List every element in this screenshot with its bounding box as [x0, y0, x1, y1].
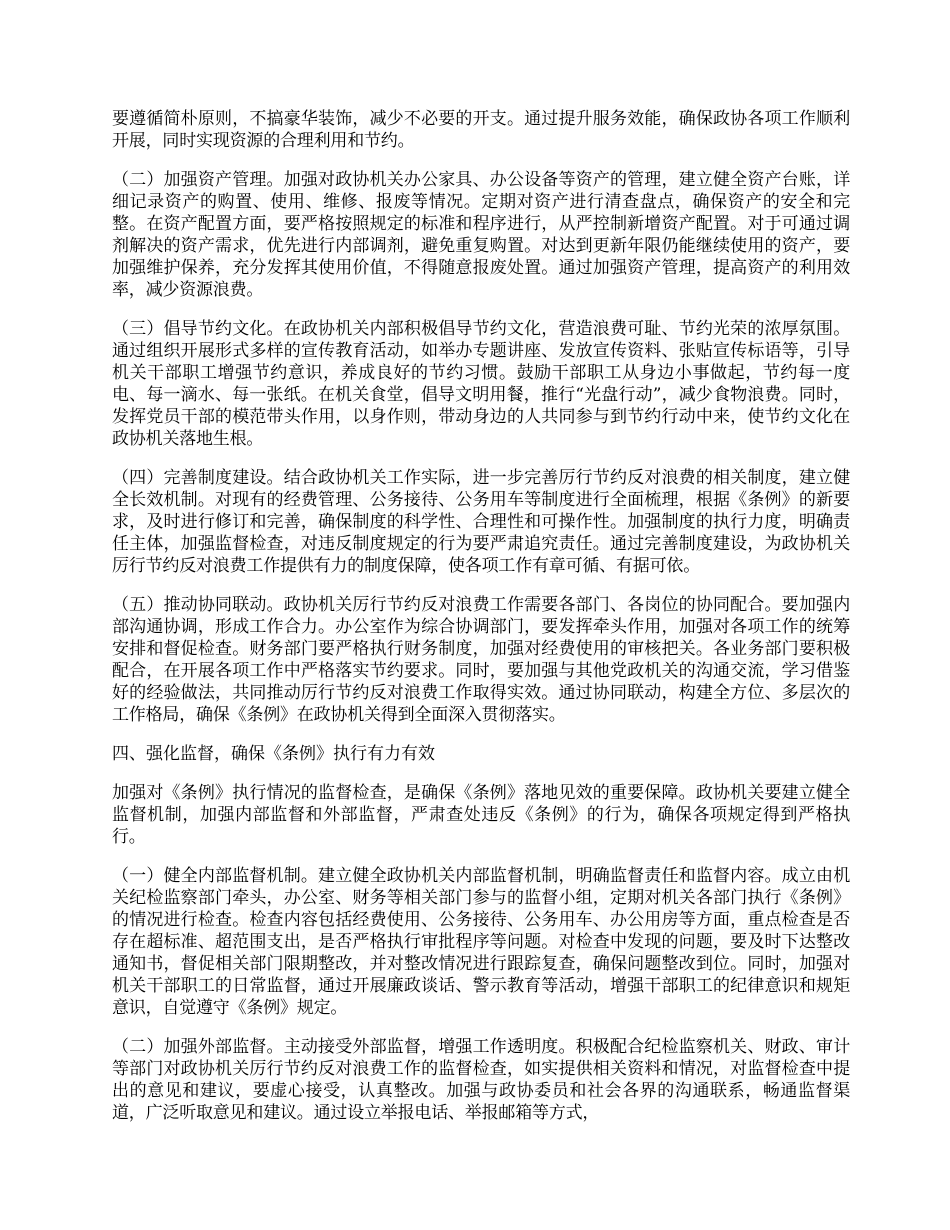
- paragraph-supervision-intro: 加强对《条例》执行情况的监督检查，是确保《条例》落地见效的重要保障。政协机关要建立健全监督机制，加强内部监督和外部监督，严肃查处违反《条例》的行为，确保各项规定得到严格执行。: [112, 783, 850, 847]
- document-page: [112, 108, 850, 1141]
- section-heading-supervision: 四、强化监督，确保《条例》执行有力有效: [112, 744, 435, 764]
- paragraph-frugal-culture: （三）倡导节约文化。在政协机关内部积极倡导节约文化，营造浪费可耻、节约光荣的浓厚氛围。通过组织开展形式多样的宣传教育活动，如举办专题讲座、发放宣传资料、张贴宣传标语等，引导机关干部职工增强节约意识，养成良好的节约习惯。鼓励干部职工从身边小事做起，节约每一度电、每一滴水、每一张纸。在机关食堂，倡导文明用餐，推行“光盘行动”，减少食物浪费。同时，发挥党员干部的模范带头作用，以身作则，带动身边的人共同参与到节约行动中来，使节约文化在政协机关落地生根。: [112, 319, 850, 449]
- paragraph-asset-management: （二）加强资产管理。加强对政协机关办公家具、办公设备等资产的管理，建立健全资产台账，详细记录资产的购置、使用、维修、报废等情况。定期对资产进行清查盘点，确保资产的安全和完整。在资产配置方面，要严格按照规定的标准和程序进行，从严控制新增资产配置。对于可通过调剂解决的资产需求，优先进行内部调剂，避免重复购置。对达到更新年限仍能继续使用的资产，要加强维护保养，充分发挥其使用价值，不得随意报废处置。通过加强资产管理，提高资产的利用效率，减少资源浪费。: [112, 170, 850, 300]
- paragraph-system-building: （四）完善制度建设。结合政协机关工作实际，进一步完善厉行节约反对浪费的相关制度，建立健全长效机制。对现有的经费管理、公务接待、公务用车等制度进行全面梳理，根据《条例》的新要求，及时进行修订和完善，确保制度的科学性、合理性和可操作性。加强制度的执行力度，明确责任主体，加强监督检查，对违反制度规定的行为要严肃追究责任。通过完善制度建设，为政协机关厉行节约反对浪费工作提供有力的制度保障，使各项工作有章可循、有据可依。: [112, 468, 850, 576]
- paragraph-frugal-office: 要遵循简朴原则，不搞豪华装饰，减少不必要的开支。通过提升服务效能，确保政协各项工作顺利开展，同时实现资源的合理利用和节约。: [112, 109, 850, 151]
- paragraph-external-supervision: （二）加强外部监督。主动接受外部监督，增强工作透明度。积极配合纪检监察机关、财政、审计等部门对政协机关厉行节约反对浪费工作的监督检查，如实提供相关资料和情况，对监督检查中提出的意见和建议，要虚心接受，认真整改。加强与政协委员和社会各界的沟通联系，畅通监督渠道，广泛听取意见和建议。通过设立举报电话、举报邮箱等方式，: [112, 1037, 850, 1123]
- paragraph-internal-supervision: （一）健全内部监督机制。建立健全政协机关内部监督机制，明确监督责任和监督内容。成立由机关纪检监察部门牵头，办公室、财务等相关部门参与的监督小组，定期对机关各部门执行《条例》的情况进行检查。检查内容包括经费使用、公务接待、公务用车、办公用房等方面，重点检查是否存在超标准、超范围支出，是否严格执行审批程序等问题。对检查中发现的问题，要及时下达整改通知书，督促相关部门限期整改，并对整改情况进行跟踪复查，确保问题整改到位。同时，加强对机关干部职工的日常监督，通过开展廉政谈话、警示教育等活动，增强干部职工的纪律意识和规矩意识，自觉遵守《条例》规定。: [112, 866, 850, 1018]
- paragraph-coordination: （五）推动协同联动。政协机关厉行节约反对浪费工作需要各部门、各岗位的协同配合。要加强内部沟通协调，形成工作合力。办公室作为综合协调部门，要发挥牵头作用，加强对各项工作的统筹安排和督促检查。财务部门要严格执行财务制度，加强对经费使用的审核把关。各业务部门要积极配合，在开展各项工作中严格落实节约要求。同时，要加强与其他党政机关的沟通交流，学习借鉴好的经验做法，共同推动厉行节约反对浪费工作取得实效。通过协同联动，构建全方位、多层次的工作格局，确保《条例》在政协机关得到全面深入贯彻落实。: [112, 595, 850, 725]
